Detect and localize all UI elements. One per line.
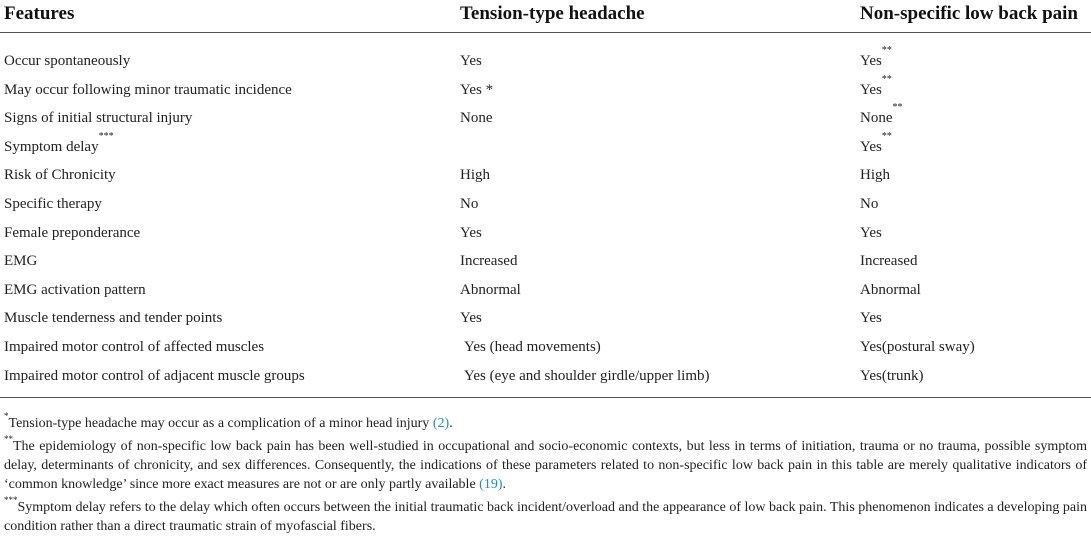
table-row: [0, 365, 1091, 394]
lbp-cell: Yes**: [860, 73, 892, 98]
table-row: [0, 250, 1091, 279]
feature-cell: Impaired motor control of affected muscles: [4, 338, 265, 355]
table-header: [0, 0, 1091, 33]
footnotes: [4, 411, 1087, 536]
tth-cell: No: [460, 195, 479, 212]
tth-cell: Yes *: [460, 81, 494, 98]
tth-cell: High: [460, 167, 490, 184]
table-bottom-rule: [0, 397, 1091, 398]
header-low-back-pain: Non-specific low back pain: [860, 3, 1078, 24]
feature-cell: Impaired motor control of adjacent muscle groups: [4, 367, 305, 384]
reference-link[interactable]: (2): [432, 416, 450, 431]
footnote-1: *Tension-type headache may occur as a complication of a minor head injury (2).: [4, 411, 453, 431]
tth-cell: None: [460, 110, 493, 127]
table-row: [0, 193, 1091, 222]
feature-cell: Symptom delay***: [4, 130, 114, 155]
feature-cell: Specific therapy: [4, 195, 102, 212]
tth-cell: Yes: [460, 53, 482, 69]
table-row: [0, 222, 1091, 251]
lbp-cell: Yes**: [860, 130, 892, 155]
lbp-cell: Increased: [860, 253, 918, 270]
lbp-cell: Abnormal: [860, 281, 921, 298]
table-row: [0, 336, 1091, 365]
feature-cell: Signs of initial structural injury: [4, 110, 193, 127]
tth-cell: Yes (head movements): [464, 338, 601, 355]
footnote-2: **The epidemiology of non-specific low back pain has been well-studied in occupational and socio-economic contexts, but less in terms of initiation, trauma or no trauma, possible symptom delay, determinants of chronicity, and sex differences. Consequently, the indications of these parameters related to non-specific low back pain in this table are merely qualitative indicators of ‘common knowledge’ since more exact measures are not or are only partly available (19).: [4, 434, 1087, 492]
tth-cell: Increased: [460, 253, 518, 270]
lbp-cell: High: [860, 167, 890, 184]
feature-cell: EMG: [4, 253, 38, 270]
footnote-3: ***Symptom delay refers to the delay which often occurs between the initial traumatic back incident/overload and the appearance of low back pain. This phenomenon indicates a developing pain condition rather than a direct traumatic strain of myofascial fibers.: [4, 495, 1087, 534]
lbp-cell: Yes: [860, 310, 882, 327]
table-row: [0, 307, 1091, 336]
feature-cell: Occur spontaneously: [4, 53, 131, 69]
lbp-cell: None**: [860, 102, 903, 127]
tth-cell: Abnormal: [460, 281, 521, 298]
tth-cell: Yes: [460, 310, 482, 327]
feature-cell: Female preponderance: [4, 224, 141, 241]
table-row: [0, 130, 1091, 165]
feature-cell: Muscle tenderness and tender points: [4, 310, 223, 327]
table-row: [0, 73, 1091, 108]
feature-cell: May occur following minor traumatic incidence: [4, 81, 292, 98]
reference-link[interactable]: (19): [479, 477, 503, 492]
table-row: [0, 279, 1091, 308]
lbp-cell: Yes**: [860, 45, 892, 69]
lbp-cell: No: [860, 195, 879, 212]
table-body: [0, 45, 1091, 393]
table-row: [0, 45, 1091, 79]
lbp-cell: Yes(trunk): [860, 367, 924, 384]
lbp-cell: Yes: [860, 224, 882, 241]
header-tension-type-headache: Tension-type headache: [460, 3, 645, 24]
feature-cell: EMG activation pattern: [4, 281, 146, 298]
tth-cell: Yes: [460, 224, 482, 241]
lbp-cell: Yes(postural sway): [860, 338, 975, 355]
header-features: Features: [4, 3, 75, 24]
table-row: [0, 164, 1091, 193]
feature-cell: Risk of Chronicity: [4, 167, 116, 184]
tth-cell: Yes (eye and shoulder girdle/upper limb): [464, 367, 710, 384]
table-row: [0, 102, 1091, 136]
